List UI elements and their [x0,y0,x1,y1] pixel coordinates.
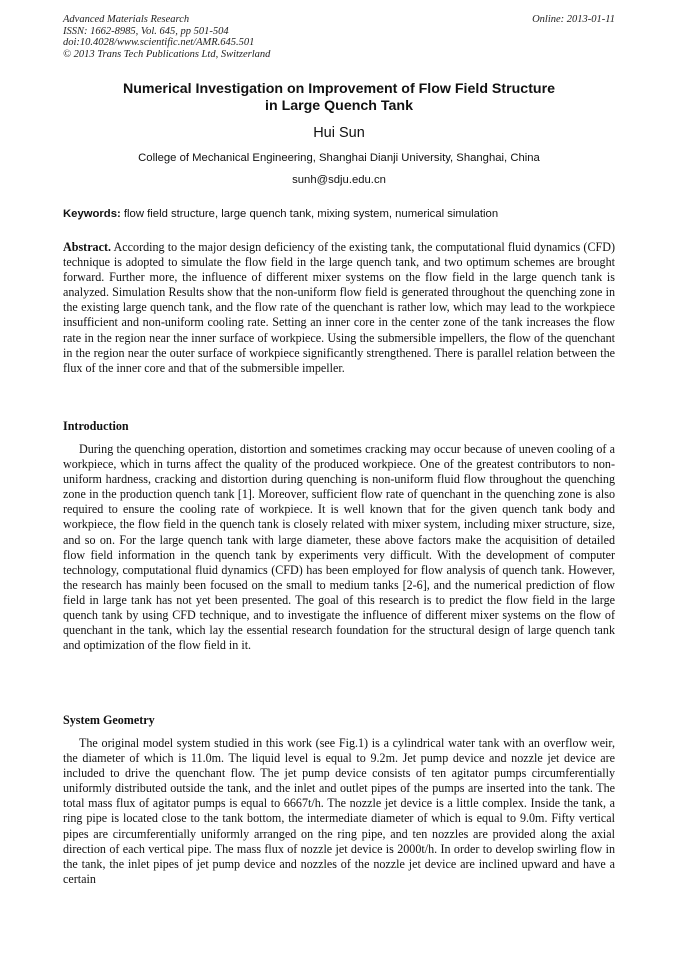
section-body-introduction: During the quenching operation, distortion and sometimes cracking may occur because of uneven cooling of a workpiece, which in turns affect the quality of the produced workpiece. One of the greatest contributors to non-uniform hardness, cracking and distortion during quenching is non-uniform fluid flow throughout the quenching zone in the production quench tank [1]. Moreover, sufficient flow rate of quenchant in the quenching zone is also required to ensure the cooling rate of workpiece. It is well known that for the given quench tank body and workpiece, the flow field in the quench tank is closely related with mixer system, including mixer structure, size, and so on. For the large quench tank with large diameter, these above factors make the acquisition of detailed flow field information in the quench tank by experiments very difficult. With the development of computer technology, computational fluid dynamics (CFD) has been employed for flow analysis of quench tank. However, the research has mainly been focused on the small to medium tanks [2-6], and the numerical prediction of flow field in large tank has not yet been presented. The goal of this research is to predict the flow field in the large quench tank by using CFD technique, and to investigate the influence of different mixer systems on the flow of quenchant in the tank, which lay the essential research foundation for the structural design of large quench tank and optimization of the flow field in it. [63,442,615,653]
author-email: sunh@sdju.edu.cn [292,174,386,186]
paper-title [63,81,615,115]
abstract-text: According to the major design deficiency of the existing tank, the computational fluid dynamics (CFD) technique is adopted to simulate the flow field in the large quench tank, and two optimum schemes are brought forward. Further more, the influence of different mixer systems on the flow field in the large quench tank is analyzed. Simulation Results show that the non-uniform flow field is generated throughout the quenching zone in the existing large quench tank, and the flow rate of the quenchant is rather low, which may lead to the workpiece insufficient and non-uniform cooling rate. Setting an inner core in the center zone of the tank increases the flow rate in the region near the inner surface of workpiece. Using the submersible impellers, the flow of the quenchant in the region near the outer surface of workpiece significantly strengthened. There is parallel relation between the flux of the inner core and that of the submersible impeller. [63,240,616,375]
keywords-label: Keywords: [63,208,121,220]
journal-issn: ISSN: 1662-8985, Vol. 645, pp 501-504 [63,25,229,37]
abstract [63,240,615,376]
section-heading-system-geometry: System Geometry [63,713,155,727]
keywords-list: flow field structure, large quench tank, mixing system, numerical simulation [123,208,499,220]
author-affiliation: College of Mechanical Engineering, Shanghai Dianji University, Shanghai, China [138,152,540,164]
journal-header [63,14,270,60]
online-date: Online: 2013-01-11 [532,14,615,25]
journal-doi: doi:10.4028/www.scientific.net/AMR.645.501 [63,37,255,48]
title-line-1: Numerical Investigation on Improvement of Flow Field Structure [123,81,555,97]
section-heading-introduction: Introduction [63,419,129,433]
author-name: Hui Sun [313,125,365,141]
section-body-system-geometry: The original model system studied in this work (see Fig.1) is a cylindrical water tank with an overflow weir, the diameter of which is 11.0m. The liquid level is equal to 9.2m. Jet pump device and nozzle jet device are included to drive the quenchant flow. The jet pump device consists of ten agitator pumps circumferentially uniformly distributed outside the tank, and the inlet and outlet pipes of the pumps are inserted into the tank. The total mass flux of agitator pumps is equal to 6667t/h. The nozzle jet device is a little complex. Inside the tank, a ring pipe is located close to the tank bottom, the intermediate diameter of which is equal to 9.0m. Fifty vertical pipes are circumferentially uniformly arranged on the ring pipe, and ten nozzles are provided along the axial direction of each vertical pipe. The mass flux of nozzle jet device is 2000t/h. In order to develop swirling flow in the tank, the inlet pipes of jet pump device and nozzles of the nozzle jet device are inclined upward and have a certain [63,736,615,886]
abstract-label: Abstract. [63,240,112,254]
keywords [63,207,615,221]
journal-name: Advanced Materials Research [63,14,190,25]
journal-copyright: © 2013 Trans Tech Publications Ltd, Switzerland [63,48,271,60]
title-line-2: in Large Quench Tank [265,98,413,114]
